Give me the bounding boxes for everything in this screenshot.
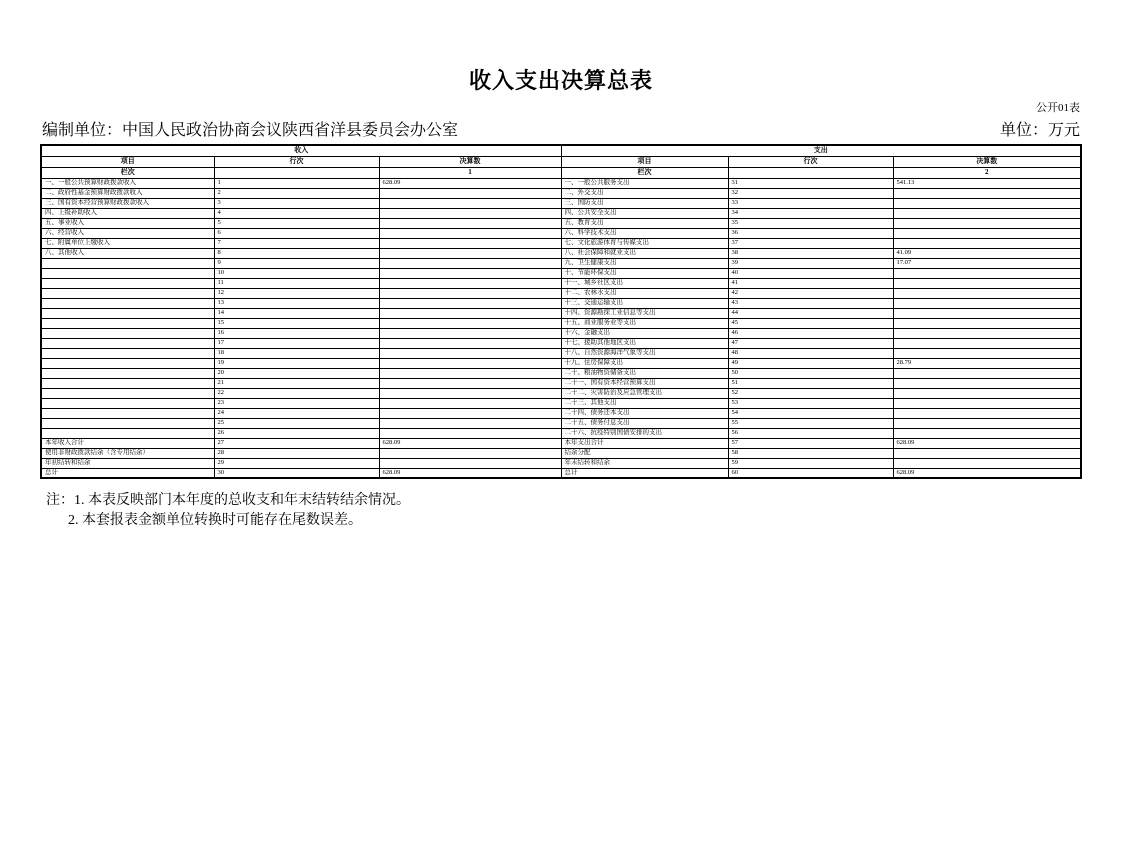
income-amount-cell (379, 298, 561, 308)
table-row (41, 368, 1081, 378)
expense-amount-cell (893, 238, 1081, 248)
income-line-cell: 29 (214, 458, 379, 468)
income-line-cell: 21 (214, 378, 379, 388)
income-amount-cell (379, 388, 561, 398)
income-line-cell: 16 (214, 328, 379, 338)
table-row (41, 418, 1081, 428)
income-item-cell: 七、附属单位上缴收入 (41, 238, 214, 248)
final-accounts-table (40, 144, 1082, 479)
expense-amount-cell (893, 368, 1081, 378)
table-row (41, 398, 1081, 408)
expense-item-cell: 年末结转和结余 (561, 458, 728, 468)
expense-item-cell: 十四、资源勘探工业信息等支出 (561, 308, 728, 318)
expense-amount-cell (893, 278, 1081, 288)
table-row (41, 208, 1081, 218)
income-item-cell (41, 388, 214, 398)
expense-item-cell: 二十五、债务付息支出 (561, 418, 728, 428)
income-item-cell: 三、国有资本经营预算财政拨款收入 (41, 198, 214, 208)
table-row (41, 348, 1081, 358)
expense-amount-cell: 628.09 (893, 468, 1081, 478)
income-line-cell: 5 (214, 218, 379, 228)
footnote-1: 注：1. 本表反映部门本年度的总收支和年末结转结余情况。 (46, 493, 410, 508)
expense-line-cell: 47 (728, 338, 893, 348)
expense-line-cell: 52 (728, 388, 893, 398)
expense-line-cell: 42 (728, 288, 893, 298)
expense-line-cell: 31 (728, 178, 893, 188)
table-row (41, 408, 1081, 418)
expense-item-cell: 六、科学技术支出 (561, 228, 728, 238)
expense-amount-cell (893, 318, 1081, 328)
table-row (41, 268, 1081, 278)
table-row (41, 468, 1081, 478)
expense-line-cell: 33 (728, 198, 893, 208)
table-column-header-row (41, 156, 1081, 167)
income-col-line-header: 行次 (214, 156, 379, 167)
expense-line-cell: 48 (728, 348, 893, 358)
table-row (41, 308, 1081, 318)
income-amount-cell (379, 448, 561, 458)
expense-line-cell: 37 (728, 238, 893, 248)
income-amount-cell (379, 278, 561, 288)
table-row (41, 298, 1081, 308)
expense-item-cell: 结余分配 (561, 448, 728, 458)
table-row (41, 238, 1081, 248)
income-line-cell: 23 (214, 398, 379, 408)
expense-line-cell: 34 (728, 208, 893, 218)
income-item-cell: 六、经营收入 (41, 228, 214, 238)
income-line-cell: 22 (214, 388, 379, 398)
income-line-cell: 26 (214, 428, 379, 438)
expense-amount-cell (893, 418, 1081, 428)
expense-item-cell: 十七、援助其他地区支出 (561, 338, 728, 348)
expense-amount-cell (893, 428, 1081, 438)
expense-amount-cell: 541.13 (893, 178, 1081, 188)
table-row (41, 178, 1081, 188)
expense-amount-cell (893, 268, 1081, 278)
income-lane-number: 1 (379, 167, 561, 178)
table-row (41, 218, 1081, 228)
page-title: 收入支出决算总表 (468, 68, 653, 93)
expense-amount-cell (893, 208, 1081, 218)
expense-amount-cell (893, 288, 1081, 298)
table-row (41, 328, 1081, 338)
expense-amount-cell (893, 408, 1081, 418)
table-row (41, 318, 1081, 328)
expense-item-cell: 二、外交支出 (561, 188, 728, 198)
expense-amount-cell (893, 328, 1081, 338)
table-row (41, 258, 1081, 268)
expense-line-cell: 41 (728, 278, 893, 288)
income-line-cell: 4 (214, 208, 379, 218)
income-item-cell: 二、政府性基金预算财政拨款收入 (41, 188, 214, 198)
expense-amount-cell (893, 388, 1081, 398)
expense-col-line-header: 行次 (728, 156, 893, 167)
income-item-cell: 五、事业收入 (41, 218, 214, 228)
table-row (41, 428, 1081, 438)
expense-amount-cell (893, 398, 1081, 408)
income-line-cell: 12 (214, 288, 379, 298)
income-item-cell: 四、上级补助收入 (41, 208, 214, 218)
account-table-body (41, 145, 1081, 478)
expense-line-cell: 55 (728, 418, 893, 428)
expense-line-cell: 32 (728, 188, 893, 198)
expense-amount-cell: 41.09 (893, 248, 1081, 258)
expense-amount-cell: 28.79 (893, 358, 1081, 368)
expense-lane-blank (728, 167, 893, 178)
expense-item-cell: 十八、自然资源海洋气象等支出 (561, 348, 728, 358)
expense-item-cell: 二十一、国有资本经营预算支出 (561, 378, 728, 388)
income-amount-cell (379, 408, 561, 418)
income-item-cell (41, 358, 214, 368)
income-line-cell: 2 (214, 188, 379, 198)
income-line-cell: 27 (214, 438, 379, 448)
income-amount-cell (379, 398, 561, 408)
expense-item-cell: 十二、农林水支出 (561, 288, 728, 298)
expense-amount-cell (893, 218, 1081, 228)
income-lane-blank (214, 167, 379, 178)
table-code-label: 公开01表 (1036, 102, 1080, 114)
table-row (41, 228, 1081, 238)
expense-item-cell: 八、社会保障和就业支出 (561, 248, 728, 258)
income-amount-cell (379, 228, 561, 238)
income-line-cell: 28 (214, 448, 379, 458)
expense-amount-cell (893, 448, 1081, 458)
expense-item-cell: 本年支出合计 (561, 438, 728, 448)
expense-line-cell: 50 (728, 368, 893, 378)
expense-item-cell: 一、一般公共服务支出 (561, 178, 728, 188)
expense-line-cell: 56 (728, 428, 893, 438)
income-amount-cell (379, 208, 561, 218)
income-item-cell (41, 428, 214, 438)
expense-item-cell: 二十、粮油物资储备支出 (561, 368, 728, 378)
income-amount-cell (379, 268, 561, 278)
expense-amount-cell (893, 298, 1081, 308)
expense-amount-cell (893, 458, 1081, 468)
income-amount-cell (379, 368, 561, 378)
expense-line-cell: 46 (728, 328, 893, 338)
expense-amount-cell (893, 198, 1081, 208)
expense-item-cell: 十六、金融支出 (561, 328, 728, 338)
expense-line-cell: 36 (728, 228, 893, 238)
income-item-cell (41, 278, 214, 288)
income-amount-cell (379, 348, 561, 358)
table-row (41, 448, 1081, 458)
meta-row (42, 117, 1080, 140)
income-amount-cell (379, 238, 561, 248)
expense-line-cell: 40 (728, 268, 893, 278)
expense-amount-cell (893, 308, 1081, 318)
table-section-header-row (41, 145, 1081, 156)
table-row (41, 388, 1081, 398)
table-row (41, 288, 1081, 298)
table-row (41, 458, 1081, 468)
income-amount-cell (379, 428, 561, 438)
income-item-cell (41, 288, 214, 298)
table-row (41, 358, 1081, 368)
expense-line-cell: 51 (728, 378, 893, 388)
expense-amount-cell (893, 348, 1081, 358)
expense-amount-cell: 628.09 (893, 438, 1081, 448)
income-item-cell (41, 368, 214, 378)
income-amount-cell (379, 338, 561, 348)
footnote-2: 2. 本套报表金额单位转换时可能存在尾数误差。 (68, 512, 362, 528)
expense-amount-cell (893, 378, 1081, 388)
income-amount-cell (379, 308, 561, 318)
income-item-cell: 一、一般公共预算财政拨款收入 (41, 178, 214, 188)
income-line-cell: 17 (214, 338, 379, 348)
income-item-cell (41, 348, 214, 358)
table-row (41, 198, 1081, 208)
income-line-cell: 7 (214, 238, 379, 248)
org-label: 编制单位：中国人民政治协商会议陕西省洋县委员会办公室 (42, 122, 459, 139)
expense-line-cell: 44 (728, 308, 893, 318)
income-item-cell: 使用非财政拨款结余（含专用结余） (41, 448, 214, 458)
income-line-cell: 1 (214, 178, 379, 188)
expense-line-cell: 38 (728, 248, 893, 258)
income-line-cell: 19 (214, 358, 379, 368)
income-item-cell: 本年收入合计 (41, 438, 214, 448)
income-item-cell (41, 318, 214, 328)
income-col-amount-header: 决算数 (379, 156, 561, 167)
income-amount-cell (379, 318, 561, 328)
income-amount-cell: 628.09 (379, 438, 561, 448)
income-item-cell: 年初结转和结余 (41, 458, 214, 468)
income-line-cell: 10 (214, 268, 379, 278)
expense-item-cell: 二十二、灾害防治及应急管理支出 (561, 388, 728, 398)
income-amount-cell (379, 458, 561, 468)
income-item-cell (41, 408, 214, 418)
expense-section-header: 支出 (561, 145, 1081, 156)
expense-line-cell: 59 (728, 458, 893, 468)
expense-item-cell: 十、节能环保支出 (561, 268, 728, 278)
income-item-cell (41, 418, 214, 428)
income-item-cell (41, 258, 214, 268)
income-lane-label: 栏次 (41, 167, 214, 178)
income-line-cell: 20 (214, 368, 379, 378)
expense-item-cell: 九、卫生健康支出 (561, 258, 728, 268)
expense-item-cell: 五、教育支出 (561, 218, 728, 228)
expense-amount-cell (893, 228, 1081, 238)
income-amount-cell (379, 328, 561, 338)
income-amount-cell (379, 188, 561, 198)
expense-line-cell: 54 (728, 408, 893, 418)
income-line-cell: 25 (214, 418, 379, 428)
expense-amount-cell (893, 338, 1081, 348)
table-row (41, 338, 1081, 348)
table-row (41, 248, 1081, 258)
expense-item-cell: 二十三、其他支出 (561, 398, 728, 408)
expense-item-cell: 总计 (561, 468, 728, 478)
expense-item-cell: 三、国防支出 (561, 198, 728, 208)
expense-col-item-header: 项目 (561, 156, 728, 167)
income-item-cell: 八、其他收入 (41, 248, 214, 258)
income-line-cell: 9 (214, 258, 379, 268)
income-item-cell (41, 398, 214, 408)
income-line-cell: 14 (214, 308, 379, 318)
expense-line-cell: 43 (728, 298, 893, 308)
income-amount-cell (379, 288, 561, 298)
income-item-cell (41, 378, 214, 388)
income-amount-cell (379, 418, 561, 428)
income-line-cell: 13 (214, 298, 379, 308)
income-section-header: 收入 (41, 145, 561, 156)
expense-item-cell: 十一、城乡社区支出 (561, 278, 728, 288)
income-line-cell: 6 (214, 228, 379, 238)
income-line-cell: 18 (214, 348, 379, 358)
income-line-cell: 15 (214, 318, 379, 328)
expense-item-cell: 十五、商业服务业等支出 (561, 318, 728, 328)
expense-line-cell: 53 (728, 398, 893, 408)
table-row (41, 188, 1081, 198)
expense-item-cell: 十九、住房保障支出 (561, 358, 728, 368)
income-amount-cell (379, 198, 561, 208)
table-row (41, 378, 1081, 388)
income-amount-cell (379, 358, 561, 368)
expense-line-cell: 35 (728, 218, 893, 228)
income-amount-cell (379, 248, 561, 258)
expense-lane-number: 2 (893, 167, 1081, 178)
expense-item-cell: 十三、交通运输支出 (561, 298, 728, 308)
expense-line-cell: 39 (728, 258, 893, 268)
expense-line-cell: 60 (728, 468, 893, 478)
expense-item-cell: 二十四、债务还本支出 (561, 408, 728, 418)
unit-label: 单位：万元 (999, 122, 1080, 139)
expense-amount-cell (893, 188, 1081, 198)
income-line-cell: 24 (214, 408, 379, 418)
income-line-cell: 11 (214, 278, 379, 288)
income-item-cell (41, 268, 214, 278)
income-amount-cell (379, 258, 561, 268)
expense-line-cell: 49 (728, 358, 893, 368)
income-item-cell (41, 298, 214, 308)
income-item-cell (41, 338, 214, 348)
table-lane-row (41, 167, 1081, 178)
table-row (41, 438, 1081, 448)
expense-item-cell: 二十六、抗疫特别国债安排的支出 (561, 428, 728, 438)
income-item-cell: 总计 (41, 468, 214, 478)
income-line-cell: 30 (214, 468, 379, 478)
income-amount-cell (379, 218, 561, 228)
income-amount-cell (379, 378, 561, 388)
expense-lane-label: 栏次 (561, 167, 728, 178)
income-line-cell: 3 (214, 198, 379, 208)
income-col-item-header: 项目 (41, 156, 214, 167)
income-amount-cell: 628.09 (379, 178, 561, 188)
expense-line-cell: 58 (728, 448, 893, 458)
expense-item-cell: 七、文化旅游体育与传媒支出 (561, 238, 728, 248)
income-item-cell (41, 308, 214, 318)
expense-item-cell: 四、公共安全支出 (561, 208, 728, 218)
expense-line-cell: 57 (728, 438, 893, 448)
expense-col-amount-header: 决算数 (893, 156, 1081, 167)
expense-amount-cell: 17.07 (893, 258, 1081, 268)
income-item-cell (41, 328, 214, 338)
income-amount-cell: 628.09 (379, 468, 561, 478)
expense-line-cell: 45 (728, 318, 893, 328)
table-row (41, 278, 1081, 288)
document-page (0, 64, 1122, 857)
footnotes (46, 491, 1122, 530)
income-line-cell: 8 (214, 248, 379, 258)
